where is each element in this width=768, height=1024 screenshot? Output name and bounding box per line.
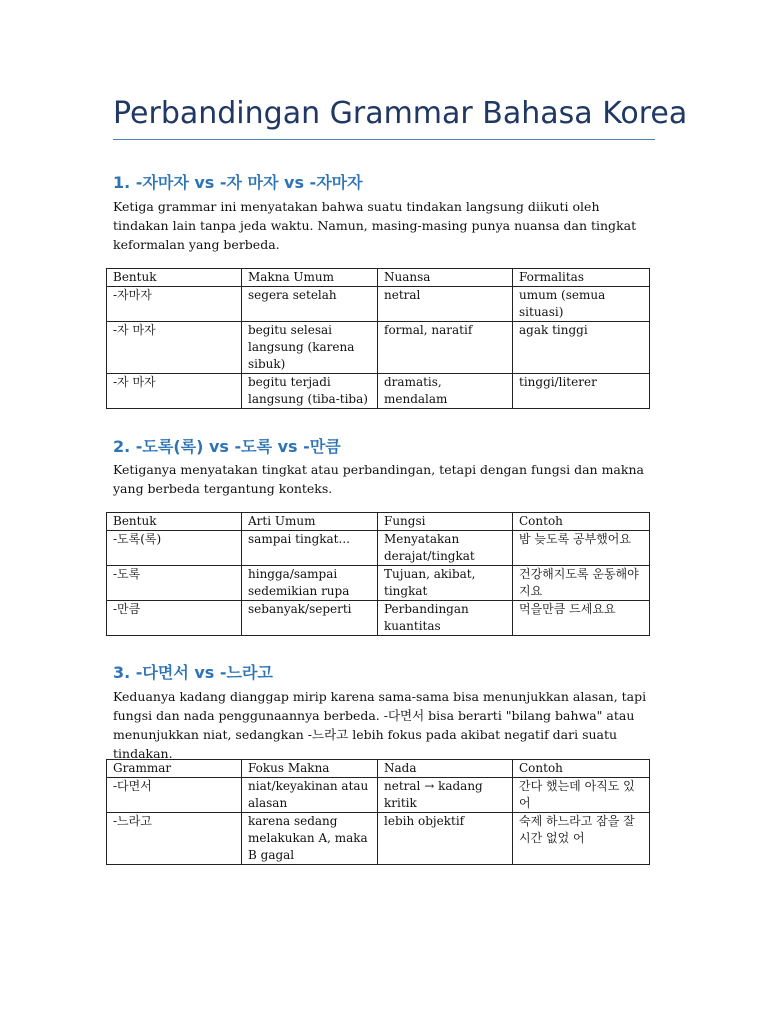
table-cell: sebanyak/seperti — [242, 601, 378, 636]
table-header-cell: Fokus Makna — [242, 760, 378, 778]
table-header-cell: Fungsi — [378, 513, 513, 531]
table-cell: -다면서 — [107, 778, 242, 813]
table-header-cell: Bentuk — [107, 269, 242, 287]
table-row — [107, 322, 650, 374]
table-cell: -자 마자 — [107, 322, 242, 374]
section-2-heading: 2. -도록(록) vs -도록 vs -만큼 — [113, 437, 341, 456]
section-3-heading: 3. -다면서 vs -느라고 — [113, 663, 273, 682]
table-cell: karena sedang melakukan A, maka B gagal — [242, 813, 378, 865]
document-title: Perbandingan Grammar Bahasa Korea — [113, 96, 688, 131]
table-cell: 건강해지도록 운동해야지요 — [513, 566, 650, 601]
section-3-table — [106, 759, 650, 865]
table-cell: begitu terjadi langsung (tiba-tiba) — [242, 374, 378, 409]
table-cell: lebih objektif — [378, 813, 513, 865]
table-cell: agak tinggi — [513, 322, 650, 374]
table-cell: tinggi/literer — [513, 374, 650, 409]
table-cell: -도록(록) — [107, 531, 242, 566]
table-header-cell: Contoh — [513, 513, 650, 531]
table-cell: segera setelah — [242, 287, 378, 322]
table-cell: -도록 — [107, 566, 242, 601]
section-1-table — [106, 268, 650, 409]
table-cell: 간다 했는데 아직도 있어 — [513, 778, 650, 813]
table-header-cell: Contoh — [513, 760, 650, 778]
table-cell: sampai tingkat... — [242, 531, 378, 566]
table-header-cell: Nuansa — [378, 269, 513, 287]
table-cell: 먹을만큼 드세요요 — [513, 601, 650, 636]
table-cell: umum (semua situasi) — [513, 287, 650, 322]
table-header-row — [107, 269, 650, 287]
table-cell: hingga/sampai sedemikian rupa — [242, 566, 378, 601]
table-row — [107, 287, 650, 322]
section-3-paragraph: Keduanya kadang dianggap mirip karena sama-sama bisa menunjukkan alasan, tapi fungsi dan nada penggunaannya berbeda. -다면서 bisa berarti "bilang bahwa" atau menunjukkan niat, sedangkan -느라고 lebih fokus pada akibat negatif dari suatu tindakan. — [113, 689, 647, 761]
table-cell: begitu selesai langsung (karena sibuk) — [242, 322, 378, 374]
section-1-heading: 1. -자마자 vs -자 마자 vs -자마자 — [113, 173, 363, 192]
table-cell: -만큼 — [107, 601, 242, 636]
table-cell: 밤 늦도록 공부했어요 — [513, 531, 650, 566]
table-header-cell: Makna Umum — [242, 269, 378, 287]
table-cell: formal, naratif — [378, 322, 513, 374]
table-header-cell: Bentuk — [107, 513, 242, 531]
table-row — [107, 601, 650, 636]
table-cell: Menyatakan derajat/tingkat — [378, 531, 513, 566]
table-cell: netral — [378, 287, 513, 322]
table-cell: 숙제 하느라고 잠을 잘 시간 없었 어 — [513, 813, 650, 865]
table-cell: dramatis, mendalam — [378, 374, 513, 409]
title-underline — [113, 139, 655, 140]
table-cell: Perbandingan kuantitas — [378, 601, 513, 636]
section-2-paragraph: Ketiganya menyatakan tingkat atau perbandingan, tetapi dengan fungsi dan makna yang berbeda tergantung konteks. — [113, 462, 644, 496]
table-row — [107, 566, 650, 601]
section-2-table — [106, 512, 650, 636]
section-1-paragraph: Ketiga grammar ini menyatakan bahwa suatu tindakan langsung diikuti oleh tindakan lain tanpa jeda waktu. Namun, masing-masing punya nuansa dan tingkat keformalan yang berbeda. — [113, 199, 637, 252]
table-cell: Tujuan, akibat, tingkat — [378, 566, 513, 601]
table-cell: -자마자 — [107, 287, 242, 322]
table-cell: -자 마자 — [107, 374, 242, 409]
table-cell: -느라고 — [107, 813, 242, 865]
table-cell: niat/keyakinan atau alasan — [242, 778, 378, 813]
table-row — [107, 374, 650, 409]
table-header-cell: Formalitas — [513, 269, 650, 287]
table-header-cell: Grammar — [107, 760, 242, 778]
table-row — [107, 813, 650, 865]
table-header-cell: Nada — [378, 760, 513, 778]
table-row — [107, 778, 650, 813]
table-cell: netral → kadang kritik — [378, 778, 513, 813]
table-header-row — [107, 513, 650, 531]
table-header-row — [107, 760, 650, 778]
table-header-cell: Arti Umum — [242, 513, 378, 531]
table-row — [107, 531, 650, 566]
